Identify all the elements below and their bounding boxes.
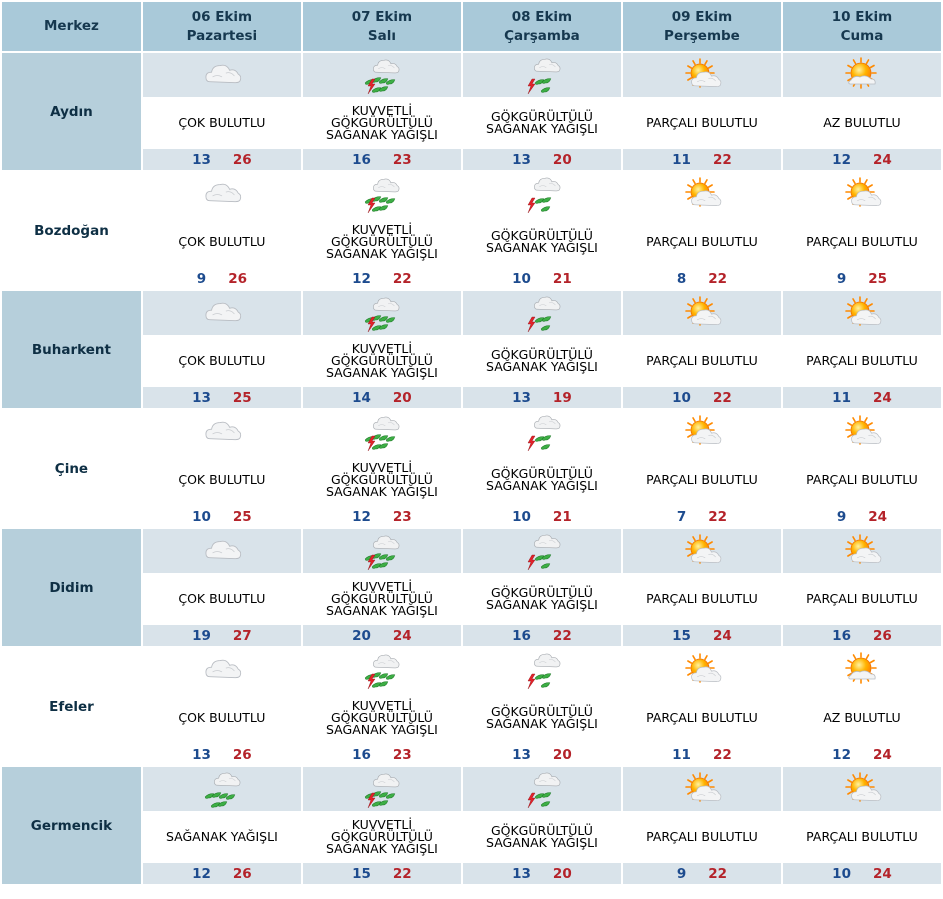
weather-desc: ÇOK BULUTLU <box>178 353 266 368</box>
weather-desc: ÇOK BULUTLU <box>178 710 266 725</box>
header-row <box>2 2 941 51</box>
weather-desc-cell <box>623 218 781 266</box>
thunderstorm-icon <box>516 65 568 84</box>
weather-icon-cell <box>623 410 781 454</box>
city-icon-row <box>2 529 941 573</box>
weather-desc-cell <box>623 99 781 147</box>
city-icon-row <box>2 172 941 216</box>
weather-desc-cell <box>623 456 781 504</box>
cloud-icon <box>196 65 248 84</box>
max-temp: 20 <box>552 746 572 763</box>
temperature-cell <box>303 863 461 884</box>
heavy-thunderstorm-icon <box>356 303 408 322</box>
weather-icon-cell <box>783 172 941 216</box>
max-temp: 25 <box>868 270 888 287</box>
city-name: Aydın <box>2 53 141 170</box>
max-temp: 21 <box>552 270 572 287</box>
min-temp: 15 <box>352 865 371 882</box>
cloud-icon <box>196 303 248 322</box>
weather-icon-cell <box>463 172 621 216</box>
weather-icon-cell <box>303 529 461 573</box>
max-temp: 26 <box>232 865 252 882</box>
min-temp: 13 <box>192 389 211 406</box>
min-temp: 9 <box>836 270 847 287</box>
weather-icon-cell <box>783 648 941 692</box>
city-desc-row <box>2 218 941 266</box>
weather-desc-cell <box>783 813 941 861</box>
max-temp: 23 <box>392 508 412 525</box>
cloud-icon <box>196 422 248 441</box>
min-temp: 9 <box>196 270 207 287</box>
max-temp: 23 <box>392 746 412 763</box>
weather-icon-cell <box>463 648 621 692</box>
weather-icon-cell <box>143 648 301 692</box>
partly-cloudy-icon <box>836 303 888 322</box>
weather-desc: AZ BULUTLU <box>823 710 901 725</box>
city-temp-row <box>2 506 941 527</box>
max-temp: 27 <box>232 627 252 644</box>
weather-icon-cell <box>783 529 941 573</box>
max-temp: 22 <box>392 270 412 287</box>
weather-desc-cell <box>303 813 461 861</box>
weather-desc-cell <box>783 99 941 147</box>
min-temp: 13 <box>192 151 211 168</box>
weather-desc: ÇOK BULUTLU <box>178 234 266 249</box>
min-temp: 12 <box>352 508 371 525</box>
weather-icon-cell <box>783 291 941 335</box>
weather-desc: GÖKGÜRÜLTÜLÜ SAĞANAK YAĞIŞLI <box>486 466 598 493</box>
min-temp: 12 <box>192 865 211 882</box>
weather-icon-cell <box>623 767 781 811</box>
max-temp: 22 <box>392 865 412 882</box>
city-icon-row <box>2 410 941 454</box>
weather-desc-cell <box>623 694 781 742</box>
weather-desc: PARÇALI BULUTLU <box>646 591 758 606</box>
temperature-cell <box>303 387 461 408</box>
temperature-cell <box>143 625 301 646</box>
day-date: 08 Ekim <box>511 8 573 25</box>
min-temp: 15 <box>672 627 691 644</box>
temperature-cell <box>303 744 461 765</box>
min-temp: 9 <box>836 508 847 525</box>
weather-desc-cell <box>143 218 301 266</box>
weather-icon-cell <box>303 767 461 811</box>
min-temp: 10 <box>672 389 691 406</box>
weather-desc: KUVVETLİ GÖKGÜRÜLTÜLÜ SAĞANAK YAĞIŞLI <box>326 103 438 142</box>
day-name: Çarşamba <box>504 27 580 44</box>
temperature-cell <box>623 625 781 646</box>
min-temp: 16 <box>352 151 371 168</box>
day-name: Salı <box>367 27 396 44</box>
weather-icon-cell <box>143 291 301 335</box>
day-name: Pazartesi <box>186 27 258 44</box>
city-icon-row <box>2 648 941 692</box>
weather-icon-cell <box>463 529 621 573</box>
city-icon-row <box>2 767 941 811</box>
weather-desc-cell <box>143 99 301 147</box>
temperature-cell <box>303 149 461 170</box>
max-temp: 22 <box>552 627 572 644</box>
weather-desc: SAĞANAK YAĞIŞLI <box>166 829 278 844</box>
city-name: Çine <box>2 410 141 527</box>
weather-icon-cell <box>783 53 941 97</box>
min-temp: 13 <box>192 746 211 763</box>
temperature-cell <box>463 863 621 884</box>
min-temp: 8 <box>676 270 687 287</box>
temperature-cell <box>623 268 781 289</box>
weather-desc-cell <box>783 694 941 742</box>
weather-desc-cell <box>303 575 461 623</box>
weather-desc: PARÇALI BULUTLU <box>646 353 758 368</box>
weather-desc-cell <box>623 575 781 623</box>
weather-icon-cell <box>303 291 461 335</box>
max-temp: 22 <box>708 865 728 882</box>
weather-desc: PARÇALI BULUTLU <box>806 472 918 487</box>
max-temp: 22 <box>712 151 732 168</box>
weather-desc-cell <box>143 337 301 385</box>
city-desc-row <box>2 575 941 623</box>
heavy-thunderstorm-icon <box>356 660 408 679</box>
max-temp: 24 <box>868 508 888 525</box>
temperature-cell <box>783 387 941 408</box>
weather-icon-cell <box>623 529 781 573</box>
city-name: Efeler <box>2 648 141 765</box>
temperature-cell <box>623 506 781 527</box>
temperature-cell <box>463 149 621 170</box>
day-header <box>463 2 621 51</box>
weather-icon-cell <box>143 410 301 454</box>
cloud-icon <box>196 541 248 560</box>
max-temp: 25 <box>232 389 252 406</box>
heavy-thunderstorm-icon <box>356 422 408 441</box>
min-temp: 13 <box>512 865 531 882</box>
max-temp: 26 <box>232 151 252 168</box>
min-temp: 20 <box>352 627 371 644</box>
weather-desc-cell <box>463 99 621 147</box>
day-date: 10 Ekim <box>831 8 893 25</box>
weather-icon-cell <box>463 767 621 811</box>
min-temp: 11 <box>832 389 851 406</box>
heavy-thunderstorm-icon <box>356 779 408 798</box>
max-temp: 20 <box>552 865 572 882</box>
min-temp: 9 <box>676 865 687 882</box>
city-desc-row <box>2 694 941 742</box>
min-temp: 10 <box>512 508 531 525</box>
partly-cloudy-icon <box>836 184 888 203</box>
day-date: 09 Ekim <box>671 8 733 25</box>
temperature-cell <box>783 744 941 765</box>
temperature-cell <box>463 506 621 527</box>
day-date: 06 Ekim <box>191 8 253 25</box>
min-temp: 10 <box>832 865 851 882</box>
weather-desc-cell <box>463 575 621 623</box>
min-temp: 12 <box>352 270 371 287</box>
day-header <box>143 2 301 51</box>
partly-cloudy-icon <box>676 65 728 84</box>
weather-desc-cell <box>143 694 301 742</box>
weather-icon-cell <box>623 648 781 692</box>
weather-desc: ÇOK BULUTLU <box>178 115 266 130</box>
weather-desc: GÖKGÜRÜLTÜLÜ SAĞANAK YAĞIŞLI <box>486 109 598 136</box>
weather-desc: GÖKGÜRÜLTÜLÜ SAĞANAK YAĞIŞLI <box>486 347 598 374</box>
weather-desc-cell <box>463 813 621 861</box>
max-temp: 21 <box>552 508 572 525</box>
weather-desc: PARÇALI BULUTLU <box>646 829 758 844</box>
temperature-cell <box>143 387 301 408</box>
temperature-cell <box>783 506 941 527</box>
city-icon-row <box>2 291 941 335</box>
weather-desc: PARÇALI BULUTLU <box>646 234 758 249</box>
header-merkez: Merkez <box>2 2 141 51</box>
weather-desc: PARÇALI BULUTLU <box>806 829 918 844</box>
weather-desc: PARÇALI BULUTLU <box>646 115 758 130</box>
weather-icon-cell <box>143 172 301 216</box>
shower-icon <box>196 779 248 798</box>
max-temp: 22 <box>708 508 728 525</box>
city-desc-row <box>2 456 941 504</box>
max-temp: 20 <box>392 389 412 406</box>
min-temp: 11 <box>672 746 691 763</box>
max-temp: 26 <box>228 270 247 287</box>
cloud-icon <box>196 660 248 679</box>
city-temp-row <box>2 625 941 646</box>
temperature-cell <box>303 506 461 527</box>
thunderstorm-icon <box>516 779 568 798</box>
max-temp: 24 <box>872 151 892 168</box>
city-name: Bozdoğan <box>2 172 141 289</box>
weather-icon-cell <box>623 291 781 335</box>
city-temp-row <box>2 744 941 765</box>
weather-desc-cell <box>463 337 621 385</box>
weather-desc: PARÇALI BULUTLU <box>806 234 918 249</box>
max-temp: 22 <box>708 270 728 287</box>
min-temp: 16 <box>352 746 371 763</box>
temperature-cell <box>303 625 461 646</box>
min-temp: 13 <box>512 389 531 406</box>
day-name: Perşembe <box>664 27 740 44</box>
temperature-cell <box>623 863 781 884</box>
max-temp: 26 <box>872 627 892 644</box>
min-temp: 16 <box>512 627 531 644</box>
temperature-cell <box>783 625 941 646</box>
temperature-cell <box>143 863 301 884</box>
temperature-cell <box>303 268 461 289</box>
weather-icon-cell <box>303 53 461 97</box>
weather-desc: PARÇALI BULUTLU <box>646 472 758 487</box>
min-temp: 13 <box>512 746 531 763</box>
weather-icon-cell <box>783 410 941 454</box>
weather-desc-cell <box>783 575 941 623</box>
thunderstorm-icon <box>516 660 568 679</box>
weather-desc-cell <box>303 218 461 266</box>
temperature-cell <box>623 744 781 765</box>
partly-cloudy-icon <box>676 422 728 441</box>
max-temp: 23 <box>392 151 412 168</box>
weather-icon-cell <box>623 53 781 97</box>
weather-desc: ÇOK BULUTLU <box>178 472 266 487</box>
temperature-cell <box>463 387 621 408</box>
weather-desc: GÖKGÜRÜLTÜLÜ SAĞANAK YAĞIŞLI <box>486 704 598 731</box>
partly-cloudy-icon <box>676 184 728 203</box>
thunderstorm-icon <box>516 184 568 203</box>
weather-desc-cell <box>143 813 301 861</box>
weather-desc-cell <box>143 456 301 504</box>
heavy-thunderstorm-icon <box>356 184 408 203</box>
city-temp-row <box>2 863 941 884</box>
mostly-sunny-icon <box>836 65 888 84</box>
weather-icon-cell <box>783 767 941 811</box>
min-temp: 7 <box>676 508 687 525</box>
min-temp: 14 <box>352 389 371 406</box>
partly-cloudy-icon <box>676 303 728 322</box>
max-temp: 20 <box>552 151 572 168</box>
weather-desc-cell <box>463 218 621 266</box>
weather-icon-cell <box>303 410 461 454</box>
weather-desc: KUVVETLİ GÖKGÜRÜLTÜLÜ SAĞANAK YAĞIŞLI <box>326 698 438 737</box>
min-temp: 13 <box>512 151 531 168</box>
temperature-cell <box>783 149 941 170</box>
weather-desc-cell <box>303 337 461 385</box>
thunderstorm-icon <box>516 541 568 560</box>
city-temp-row <box>2 268 941 289</box>
max-temp: 24 <box>712 627 732 644</box>
heavy-thunderstorm-icon <box>356 541 408 560</box>
heavy-thunderstorm-icon <box>356 65 408 84</box>
weather-desc: GÖKGÜRÜLTÜLÜ SAĞANAK YAĞIŞLI <box>486 823 598 850</box>
temperature-cell <box>143 268 301 289</box>
partly-cloudy-icon <box>676 779 728 798</box>
partly-cloudy-icon <box>836 779 888 798</box>
city-temp-row <box>2 149 941 170</box>
temperature-cell <box>783 268 941 289</box>
day-name: Cuma <box>840 27 884 44</box>
weather-desc-cell <box>303 694 461 742</box>
city-icon-row <box>2 53 941 97</box>
weather-desc-cell <box>303 456 461 504</box>
max-temp: 24 <box>392 627 412 644</box>
weather-desc: PARÇALI BULUTLU <box>806 591 918 606</box>
weather-desc: AZ BULUTLU <box>823 115 901 130</box>
weather-desc-cell <box>303 99 461 147</box>
city-desc-row <box>2 813 941 861</box>
max-temp: 22 <box>712 746 732 763</box>
max-temp: 24 <box>872 389 892 406</box>
weather-desc: GÖKGÜRÜLTÜLÜ SAĞANAK YAĞIŞLI <box>486 585 598 612</box>
city-desc-row <box>2 337 941 385</box>
partly-cloudy-icon <box>836 422 888 441</box>
temperature-cell <box>623 149 781 170</box>
weather-icon-cell <box>143 53 301 97</box>
forecast-body <box>2 53 941 884</box>
weather-desc-cell <box>623 337 781 385</box>
day-header <box>623 2 781 51</box>
min-temp: 16 <box>832 627 851 644</box>
weather-desc-cell <box>463 694 621 742</box>
weather-desc: PARÇALI BULUTLU <box>806 353 918 368</box>
weather-desc: ÇOK BULUTLU <box>178 591 266 606</box>
temperature-cell <box>463 268 621 289</box>
temperature-cell <box>463 744 621 765</box>
weather-desc: KUVVETLİ GÖKGÜRÜLTÜLÜ SAĞANAK YAĞIŞLI <box>326 460 438 499</box>
weather-desc-cell <box>623 813 781 861</box>
weather-icon-cell <box>143 767 301 811</box>
temperature-cell <box>623 387 781 408</box>
weather-icon-cell <box>143 529 301 573</box>
min-temp: 11 <box>672 151 691 168</box>
weather-desc: KUVVETLİ GÖKGÜRÜLTÜLÜ SAĞANAK YAĞIŞLI <box>326 579 438 618</box>
partly-cloudy-icon <box>676 541 728 560</box>
day-date: 07 Ekim <box>351 8 413 25</box>
weather-desc: KUVVETLİ GÖKGÜRÜLTÜLÜ SAĞANAK YAĞIŞLI <box>326 341 438 380</box>
max-temp: 24 <box>872 865 892 882</box>
temperature-cell <box>143 149 301 170</box>
temperature-cell <box>783 863 941 884</box>
max-temp: 19 <box>552 389 572 406</box>
mostly-sunny-icon <box>836 660 888 679</box>
min-temp: 12 <box>832 746 851 763</box>
weather-desc: KUVVETLİ GÖKGÜRÜLTÜLÜ SAĞANAK YAĞIŞLI <box>326 222 438 261</box>
max-temp: 26 <box>232 746 252 763</box>
min-temp: 19 <box>192 627 211 644</box>
min-temp: 12 <box>832 151 851 168</box>
city-desc-row <box>2 99 941 147</box>
min-temp: 10 <box>512 270 531 287</box>
weather-desc-cell <box>783 456 941 504</box>
weather-icon-cell <box>303 648 461 692</box>
weather-desc-cell <box>143 575 301 623</box>
max-temp: 22 <box>712 389 732 406</box>
max-temp: 25 <box>232 508 252 525</box>
city-name: Didim <box>2 529 141 646</box>
weather-icon-cell <box>623 172 781 216</box>
weather-icon-cell <box>303 172 461 216</box>
weather-desc-cell <box>463 456 621 504</box>
day-header <box>303 2 461 51</box>
weather-desc: KUVVETLİ GÖKGÜRÜLTÜLÜ SAĞANAK YAĞIŞLI <box>326 817 438 856</box>
temperature-cell <box>463 625 621 646</box>
weather-desc-cell <box>783 218 941 266</box>
temperature-cell <box>143 506 301 527</box>
city-name: Buharkent <box>2 291 141 408</box>
max-temp: 24 <box>872 746 892 763</box>
weather-desc-cell <box>783 337 941 385</box>
thunderstorm-icon <box>516 303 568 322</box>
city-temp-row <box>2 387 941 408</box>
weather-desc: PARÇALI BULUTLU <box>646 710 758 725</box>
weather-icon-cell <box>463 410 621 454</box>
weather-desc: GÖKGÜRÜLTÜLÜ SAĞANAK YAĞIŞLI <box>486 228 598 255</box>
city-name: Germencik <box>2 767 141 884</box>
partly-cloudy-icon <box>836 541 888 560</box>
day-header <box>783 2 941 51</box>
weather-icon-cell <box>463 291 621 335</box>
temperature-cell <box>143 744 301 765</box>
min-temp: 10 <box>192 508 211 525</box>
weather-icon-cell <box>463 53 621 97</box>
cloud-icon <box>196 184 248 203</box>
partly-cloudy-icon <box>676 660 728 679</box>
thunderstorm-icon <box>516 422 568 441</box>
